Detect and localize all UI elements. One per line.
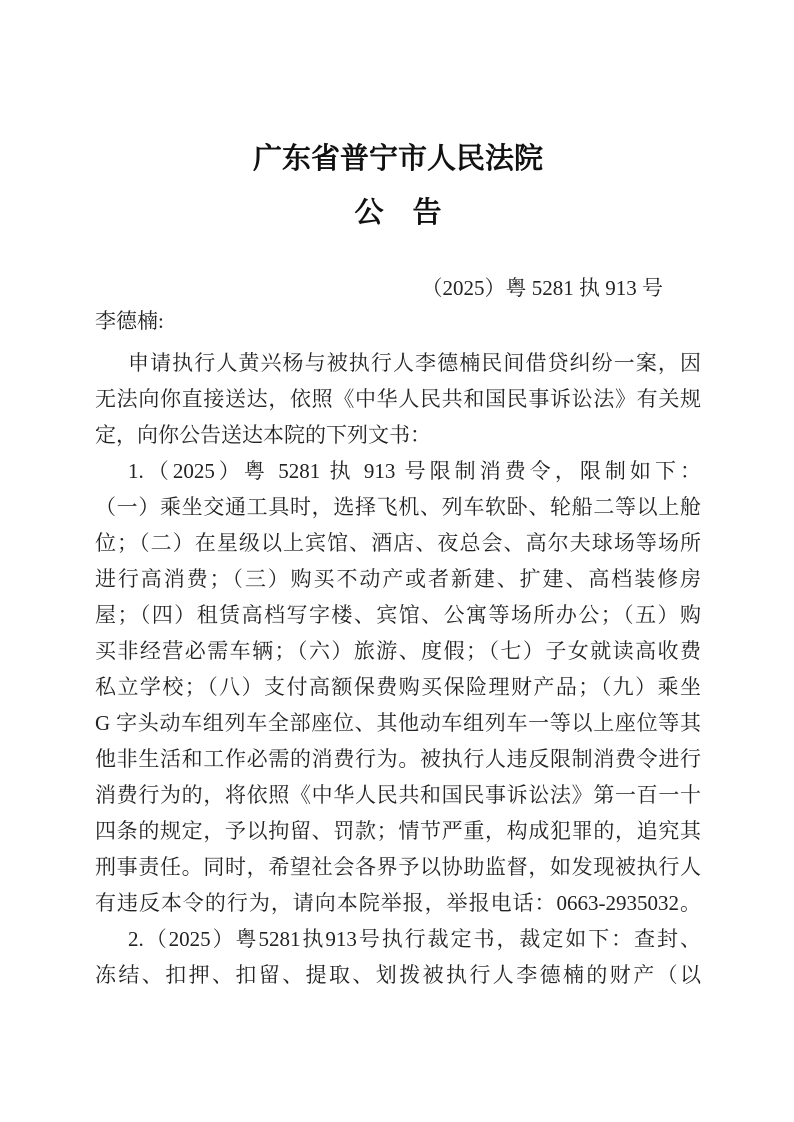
body-line: 买非经营必需车辆；（六）旅游、度假；（七）子女就读高收费	[95, 639, 701, 663]
body-line: G 字头动车组列车全部座位、其他动车组列车一等以上座位等其	[95, 711, 701, 735]
body-line: 刑事责任。同时，希望社会各界予以协助监督，如发现被执行人	[95, 855, 701, 879]
body-line: 冻结、扣押、扣留、提取、划拨被执行人李德楠的财产（以	[95, 963, 701, 987]
announcement-title: 公 告	[354, 197, 442, 229]
body-line: 无法向你直接送达，依照《中华人民共和国民事诉讼法》有关规	[95, 387, 701, 411]
body-line: 定，向你公告送达本院的下列文书：	[95, 423, 431, 447]
body-line: 申请执行人黄兴杨与被执行人李德楠民间借贷纠纷一案，因	[128, 351, 701, 375]
body-line: 有违反本令的行为，请向本院举报，举报电话：0663-2935032。	[95, 891, 701, 915]
body-line: 进行高消费；（三）购买不动产或者新建、扩建、高档装修房	[95, 567, 701, 591]
body-line: 1.（2025）粤 5281 执 913 号限制消费令，限制如下：	[128, 459, 701, 483]
body-line: 位；（二）在星级以上宾馆、酒店、夜总会、高尔夫球场等场所	[95, 531, 701, 555]
announcement-body	[95, 303, 701, 993]
body-line: 消费行为的，将依照《中华人民共和国民事诉讼法》第一百一十	[95, 783, 701, 807]
body-line: 四条的规定，予以拘留、罚款；情节严重，构成犯罪的，追究其	[95, 819, 701, 843]
document-content	[95, 0, 701, 993]
body-line: （一）乘坐交通工具时，选择飞机、列车软卧、轮船二等以上舱	[95, 495, 701, 519]
body-line: 他非生活和工作必需的消费行为。被执行人违反限制消费令进行	[95, 747, 701, 771]
case-number: （2025）粤 5281 执 913 号	[421, 276, 663, 300]
body-line: 屋；（四）租赁高档写字楼、宾馆、公寓等场所办公；（五）购	[95, 603, 701, 627]
court-name: 广东省普宁市人民法院	[252, 143, 543, 175]
addressee-line: 李德楠:	[95, 309, 164, 333]
body-line: 2.（2025）粤5281执913号执行裁定书，裁定如下：查封、	[128, 927, 701, 951]
body-line: 私立学校；（八）支付高额保费购买保险理财产品；（九）乘坐	[95, 675, 701, 699]
